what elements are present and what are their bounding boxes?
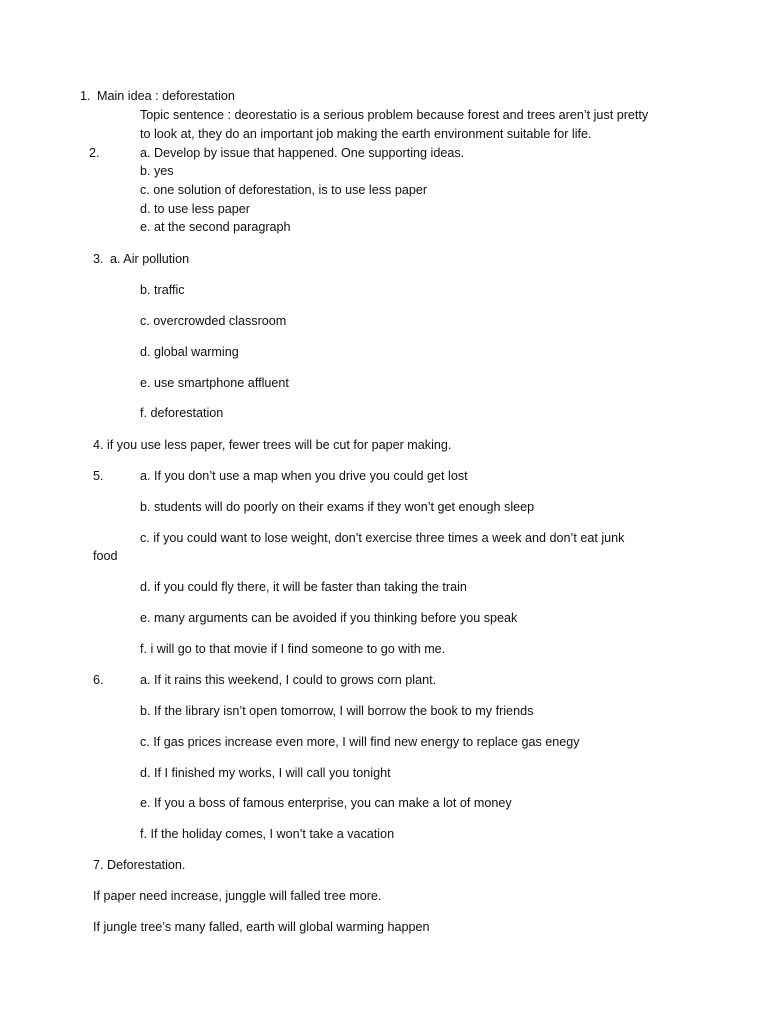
q2-item-b: b. yes — [140, 164, 174, 178]
q5-item-c-line-1: c. if you could want to lose weight, don’t exercise three times a week and don’t eat junk — [140, 531, 625, 545]
q7-line-2: If jungle tree’s many falled, earth will global warming happen — [93, 920, 430, 934]
q6-item-c: c. If gas prices increase even more, I will find new energy to replace gas enegy — [140, 735, 580, 749]
q3-item-c: c. overcrowded classroom — [140, 314, 287, 328]
q1-topic-line-2: to look at, they do an important job making the earth environment suitable for life. — [140, 127, 592, 141]
q2-number: 2. — [89, 146, 100, 160]
q5-item-f: f. i will go to that movie if I find someone to go with me. — [140, 642, 446, 656]
q5-item-d: d. if you could fly there, it will be faster than taking the train — [140, 580, 467, 594]
q6-item-a: a. If it rains this weekend, I could to grows corn plant. — [140, 673, 437, 687]
q6-number: 6. — [93, 673, 104, 687]
q5-item-a: a. If you don’t use a map when you drive you could get lost — [140, 469, 468, 483]
q2-item-e: e. at the second paragraph — [140, 220, 291, 234]
q3-item-f: f. deforestation — [140, 406, 224, 420]
q7-line-1: If paper need increase, junggle will falled tree more. — [93, 889, 382, 903]
q5-item-e: e. many arguments can be avoided if you thinking before you speak — [140, 611, 518, 625]
q6-item-e: e. If you a boss of famous enterprise, you can make a lot of money — [140, 796, 512, 810]
q2-item-d: d. to use less paper — [140, 202, 250, 216]
q2-item-a: a. Develop by issue that happened. One supporting ideas. — [140, 146, 465, 160]
q3-number: 3. — [93, 252, 104, 266]
q1-topic-line-1: Topic sentence : deorestatio is a serious problem because forest and trees aren’t just pretty — [140, 108, 649, 122]
q1-main-idea: Main idea : deforestation — [97, 89, 235, 103]
q5-item-c-line-2: food — [93, 549, 118, 563]
q3-item-b: b. traffic — [140, 283, 185, 297]
q1-number: 1. — [80, 89, 91, 103]
q5-item-b: b. students will do poorly on their exams if they won’t get enough sleep — [140, 500, 535, 514]
q5-number: 5. — [93, 469, 104, 483]
q4-text: 4. if you use less paper, fewer trees will be cut for paper making. — [93, 438, 452, 452]
q7-title: 7. Deforestation. — [93, 858, 186, 872]
q6-item-b: b. If the library isn’t open tomorrow, I will borrow the book to my friends — [140, 704, 534, 718]
q3-item-a: a. Air pollution — [110, 252, 190, 266]
q6-item-f: f. If the holiday comes, I won’t take a vacation — [140, 827, 395, 841]
q3-item-e: e. use smartphone affluent — [140, 376, 289, 390]
q2-item-c: c. one solution of deforestation, is to use less paper — [140, 183, 428, 197]
q3-item-d: d. global warming — [140, 345, 239, 359]
q6-item-d: d. If I finished my works, I will call you tonight — [140, 766, 391, 780]
